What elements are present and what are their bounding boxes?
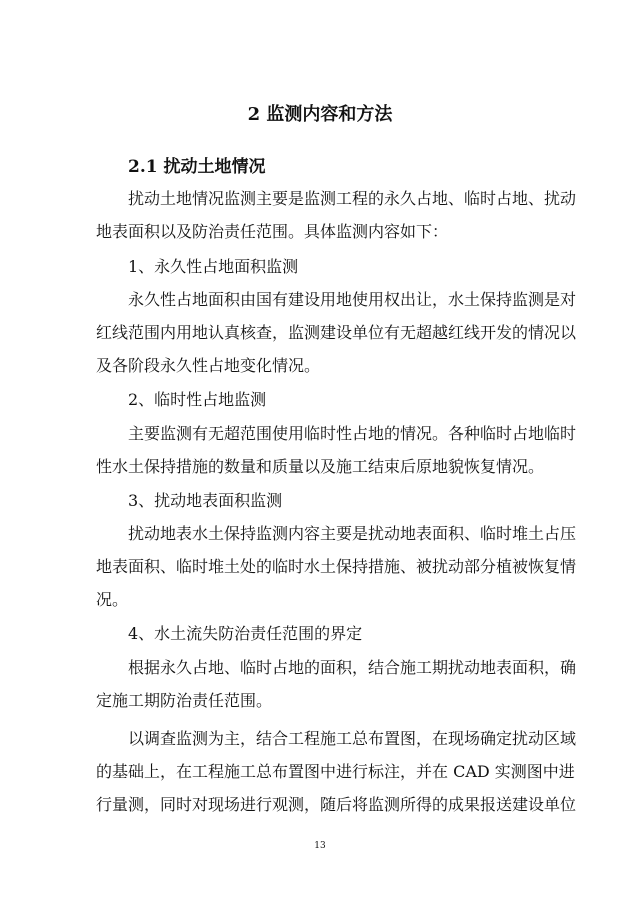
text-line: 主要监测有无超范围使用临时性占地的情况。各种临时占地临时 [128,424,577,443]
text-line: 地表面积、临时堆土处的临时水土保持措施、被扰动部分植被恢复情 [96,557,577,576]
section-title: 2.1 扰动土地情况 [128,157,266,177]
page-number: 13 [314,841,326,851]
text-line: 永久性占地面积由国有建设用地使用权出让，水土保持监测是对 [128,290,577,309]
text-line: 及各阶段永久性占地变化情况。 [96,356,321,375]
text-line: 扰动土地情况监测主要是监测工程的永久占地、临时占地、扰动 [128,189,577,208]
text-line: 以调查监测为主，结合工程施工总布置图，在现场确定扰动区域 [128,729,577,748]
text-line: 扰动地表水土保持监测内容主要是扰动地表面积、临时堆土占压 [128,524,577,543]
text-line: 红线范围内用地认真核查，监测建设单位有无超越红线开发的情况以 [96,323,577,342]
text-line: 行量测，同时对现场进行观测，随后将监测所得的成果报送建设单位 [96,795,577,814]
text-line: 定施工期防治责任范围。 [96,691,273,710]
text-line: 的基础上，在工程施工总布置图中进行标注，并在 CAD 实测图中进 [96,762,575,781]
list-heading-permanent-land: 1、永久性占地面积监测 [128,257,299,276]
text-line: 根据永久占地、临时占地的面积，结合施工期扰动地表面积，确 [128,658,577,677]
list-heading-disturbed-surface: 3、扰动地表面积监测 [128,491,283,510]
list-heading-temporary-land: 2、临时性占地监测 [128,390,267,409]
list-heading-responsibility-scope: 4、水土流失防治责任范围的界定 [128,624,363,643]
text-line: 地表面积以及防治责任范围。具体监测内容如下： [96,222,449,241]
text-line: 性水土保持措施的数量和质量以及施工结束后原地貌恢复情况。 [96,457,545,476]
chapter-title: 2 监测内容和方法 [247,104,393,125]
text-line: 况。 [96,590,129,609]
